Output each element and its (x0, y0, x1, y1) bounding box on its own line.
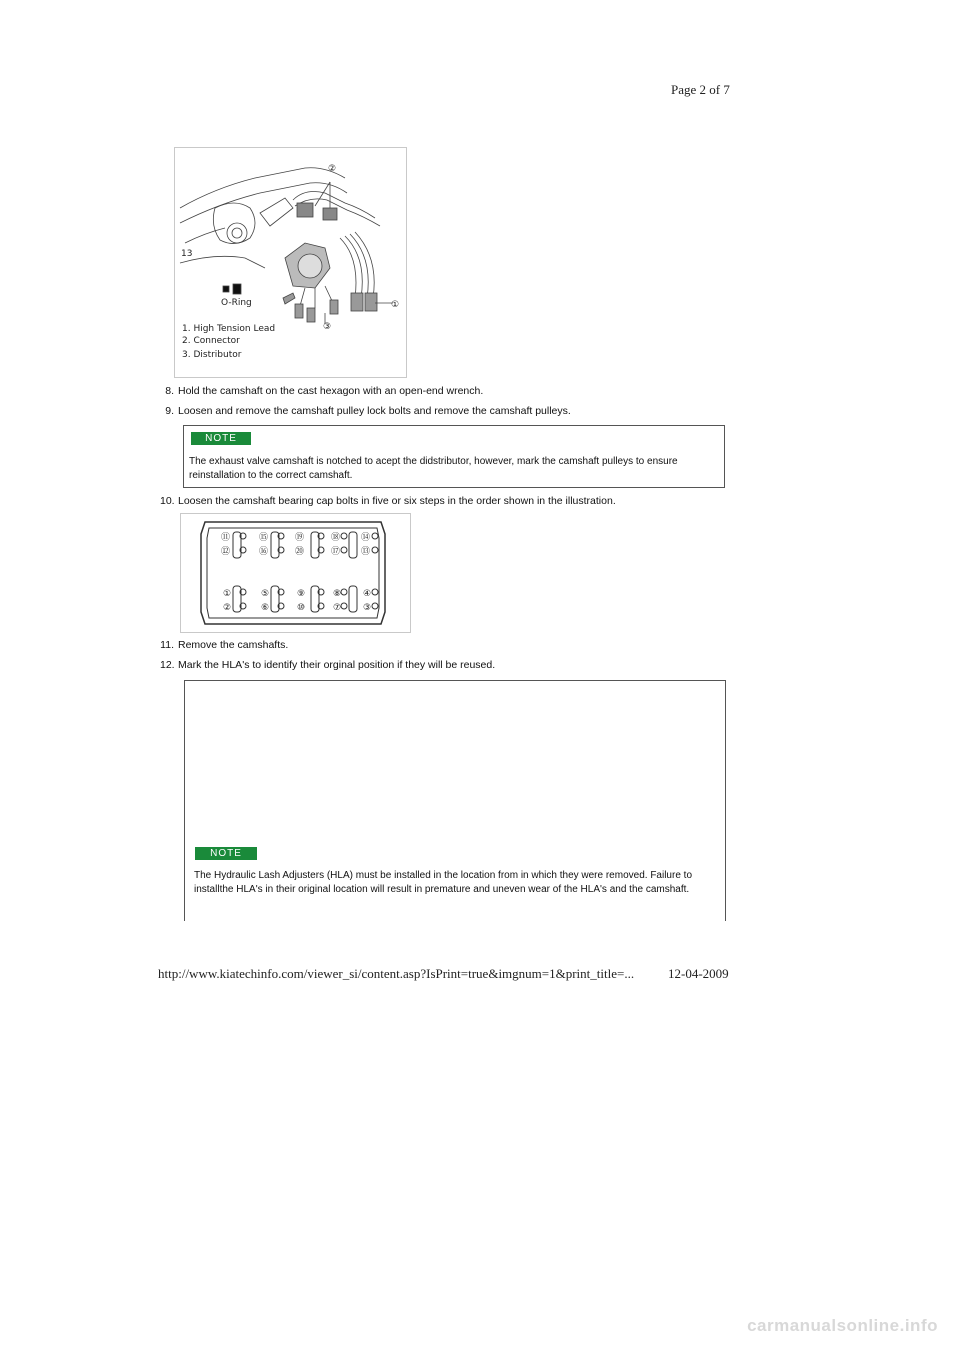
note-badge: NOTE (191, 432, 251, 445)
bolt-18: ⑱ (331, 533, 341, 543)
footer-date: 12-04-2009 (668, 966, 729, 981)
bolt-20: ⑳ (295, 547, 305, 557)
callout-2: ② (328, 164, 337, 174)
bolt-6: ⑥ (261, 603, 270, 613)
bolt-12: ⑫ (221, 547, 231, 557)
callout-1: ① (391, 300, 400, 310)
bolt-15: ⑮ (259, 533, 269, 543)
bolt-4: ④ (363, 589, 372, 599)
distributor-illustration (174, 147, 407, 378)
legend-item-2: 2. Connector (182, 336, 240, 346)
distributor-drawing (175, 148, 406, 377)
bolt-14: ⑭ (361, 533, 371, 543)
legend-item-1: 1. High Tension Lead (182, 324, 276, 334)
bolt-19: ⑲ (295, 533, 305, 543)
bolt-3: ③ (363, 603, 372, 613)
note-box-camshaft (183, 425, 725, 488)
callout-13: 13 (181, 249, 193, 259)
callout-3: ③ (323, 322, 332, 332)
footer-url: http://www.kiatechinfo.com/viewer_si/content.asp?IsPrint=true&imgnum=1&print_title=... (158, 966, 635, 981)
hla-note-frame (184, 680, 726, 921)
page-number: Page 2 of 7 (671, 82, 730, 97)
watermark: carmanualsonline.info (747, 1316, 938, 1335)
bolt-5: ⑤ (261, 589, 270, 599)
bolt-7: ⑦ (333, 603, 342, 613)
bolt-16: ⑯ (259, 547, 269, 557)
bearing-cap-bolt-order-illustration (180, 513, 411, 633)
bolt-1: ① (223, 589, 232, 599)
bolt-8: ⑧ (333, 589, 342, 599)
bolt-order-drawing (181, 514, 410, 632)
note-text-hla: The Hydraulic Lash Adjusters (HLA) must be installed in the location from in which they were removed. Failure to installthe HLA's in their original location will result in premature and uneven wear of the HLA's and the camshaft. (194, 870, 693, 895)
step-9: 9. Loosen and remove the camshaft pulley lock bolts and remove the camshaft pulleys. (165, 405, 571, 417)
note-text: The exhaust valve camshaft is notched to acept the didstributor, however, mark the camshaft pulleys to ensure reinstallation to the correct camshaft. (189, 456, 678, 481)
oring-label: O-Ring (221, 298, 252, 308)
bolt-10: ⑩ (297, 603, 306, 613)
bolt-9: ⑨ (297, 589, 306, 599)
bolt-2: ② (223, 603, 232, 613)
bolt-11: ⑪ (221, 533, 231, 543)
step-10: 10. Loosen the camshaft bearing cap bolts in five or six steps in the order shown in the illustration. (160, 495, 616, 507)
bolt-13: ⑬ (361, 547, 371, 557)
bolt-17: ⑰ (331, 547, 341, 557)
step-8: 8. Hold the camshaft on the cast hexagon with an open-end wrench. (165, 385, 484, 397)
note-badge-hla: NOTE (195, 847, 257, 860)
step-11: 11. Remove the camshafts. (160, 639, 289, 651)
legend-item-3: 3. Distributor (182, 350, 242, 360)
step-12: 12. Mark the HLA's to identify their orginal position if they will be reused. (160, 659, 496, 671)
